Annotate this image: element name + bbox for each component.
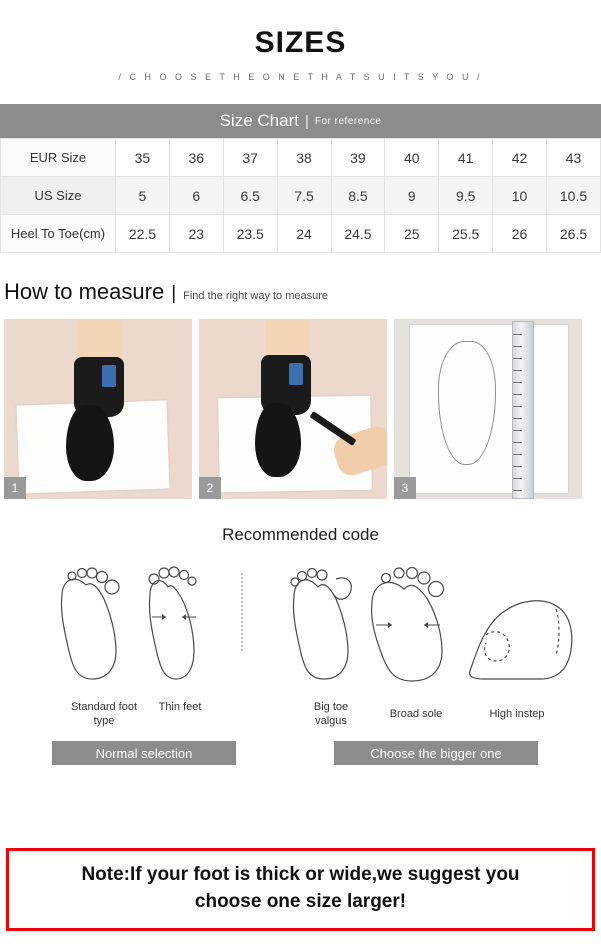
size-chart-heading: Size Chart — [219, 111, 299, 130]
toe — [87, 568, 97, 578]
table-cell: 8.5 — [331, 177, 385, 215]
foot-type-labels — [0, 701, 601, 739]
step-badge: 2 — [199, 477, 221, 499]
sock-logo-tag — [102, 365, 116, 387]
ruler — [512, 321, 534, 499]
size-chart-table — [0, 138, 601, 253]
recommendation-pills — [0, 741, 601, 771]
size-chart-header — [0, 104, 601, 138]
table-cell: 5 — [116, 177, 170, 215]
table-cell: 36 — [169, 139, 223, 177]
table-cell: 25.5 — [439, 215, 493, 253]
table-cell: 43 — [547, 139, 601, 177]
table-cell: 10 — [493, 177, 547, 215]
toe — [317, 570, 327, 580]
toe — [382, 574, 391, 583]
sock-logo-tag — [289, 363, 303, 385]
table-cell: 40 — [385, 139, 439, 177]
note-box — [6, 848, 595, 931]
table-cell: 39 — [331, 139, 385, 177]
table-cell: 42 — [493, 139, 547, 177]
foot — [255, 403, 301, 477]
toe — [407, 568, 418, 579]
table-cell: 23.5 — [223, 215, 277, 253]
how-to-measure-subtitle: Find the right way to measure — [183, 290, 329, 302]
table-cell: 25 — [385, 215, 439, 253]
table-cell: 38 — [277, 139, 331, 177]
how-to-measure-header — [4, 279, 601, 305]
table-cell: 6.5 — [223, 177, 277, 215]
pill-normal-selection[interactable]: Normal selection — [52, 741, 236, 765]
toe — [308, 569, 317, 578]
feet-diagram — [0, 551, 601, 701]
foot-type-illustrations — [0, 551, 601, 701]
table-row — [1, 215, 601, 253]
toe — [188, 577, 196, 585]
toe — [78, 569, 87, 578]
page-title: SIZES — [254, 26, 347, 59]
pill-choose-bigger[interactable]: Choose the bigger one — [334, 741, 538, 765]
note-line-1: Note:If your foot is thick or wide,we suggest you — [81, 863, 520, 885]
table-cell: 26 — [493, 215, 547, 253]
how-to-measure-divider: | — [171, 283, 177, 304]
foot-label-instep: High instep — [489, 708, 545, 720]
size-chart-heading-divider: | — [304, 112, 309, 130]
high-instep-outline — [470, 601, 572, 679]
row-label: Heel To Toe(cm) — [1, 215, 116, 253]
foot-label-standard: Standard foot type — [70, 701, 138, 727]
page-subtitle: / C H O O S E T H E O N E T H A T S U I T S Y O U / — [118, 72, 483, 82]
table-cell: 10.5 — [547, 177, 601, 215]
toe — [159, 568, 169, 578]
toe — [429, 582, 444, 597]
standard-foot-outline — [61, 579, 116, 679]
toe — [180, 571, 189, 580]
table-row — [1, 139, 601, 177]
recommended-title: Recommended code — [222, 525, 379, 544]
table-cell: 37 — [223, 139, 277, 177]
size-chart-heading-note: For reference — [314, 115, 382, 127]
table-cell: 23 — [169, 215, 223, 253]
how-to-measure-title: How to measure — [4, 279, 165, 304]
table-cell: 6 — [169, 177, 223, 215]
foot-label-broad: Broad sole — [389, 708, 443, 720]
table-cell: 41 — [439, 139, 493, 177]
big-toe-bump — [334, 578, 351, 599]
toe — [298, 572, 307, 581]
table-cell: 9 — [385, 177, 439, 215]
instep-arch — [484, 632, 509, 661]
table-cell: 35 — [116, 139, 170, 177]
step-badge: 1 — [4, 477, 26, 499]
table-cell: 26.5 — [547, 215, 601, 253]
row-label: EUR Size — [1, 139, 116, 177]
table-cell: 7.5 — [277, 177, 331, 215]
step-badge: 3 — [394, 477, 416, 499]
table-cell: 22.5 — [116, 215, 170, 253]
measure-photo-1 — [4, 319, 192, 499]
measure-photos — [0, 319, 601, 499]
foot-label-valgus: Big toe valgus — [313, 701, 349, 727]
vertical-dotted-divider — [241, 573, 243, 651]
broad-foot-outline — [372, 582, 442, 681]
table-row — [1, 177, 601, 215]
toe — [394, 568, 404, 578]
toe — [418, 572, 430, 584]
thin-foot-outline — [149, 581, 194, 679]
toe — [97, 572, 108, 583]
measure-photo-3 — [394, 319, 582, 499]
note-line-2: choose one size larger! — [194, 891, 407, 913]
foot — [66, 405, 114, 481]
toe — [291, 578, 299, 586]
toe — [169, 567, 179, 577]
measure-photo-2 — [199, 319, 387, 499]
table-cell: 9.5 — [439, 177, 493, 215]
foot-label-thin: Thin feet — [158, 701, 202, 713]
size-chart-section — [0, 104, 601, 253]
row-label: US Size — [1, 177, 116, 215]
table-cell: 24 — [277, 215, 331, 253]
toe — [105, 580, 119, 594]
valgus-foot-outline — [293, 580, 348, 679]
table-cell: 24.5 — [331, 215, 385, 253]
